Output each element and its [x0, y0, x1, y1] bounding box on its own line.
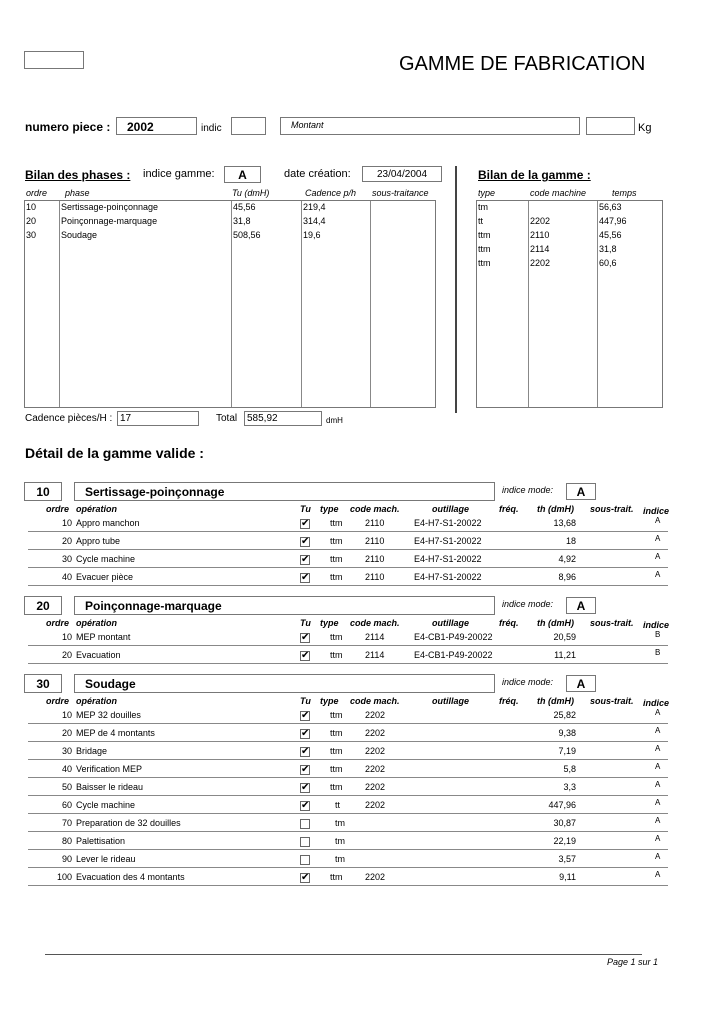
- col-header-cadence: Cadence p/h: [305, 188, 357, 198]
- page-number: Page 1 sur 1: [607, 957, 659, 967]
- checkbox-checked[interactable]: ✔: [301, 650, 310, 661]
- op-name: Evacuer pièce: [76, 572, 134, 582]
- op-col-header: ordre: [46, 618, 70, 628]
- op-code-machine: 2114: [365, 650, 385, 660]
- op-code-machine: 2202: [365, 800, 386, 810]
- cadence-label: Cadence pièces/H :: [25, 413, 113, 424]
- phase-number-field[interactable]: 20: [24, 596, 62, 615]
- op-outillage: E4-H7-S1-20022: [414, 518, 482, 528]
- checkbox-checked[interactable]: ✔: [301, 872, 310, 883]
- col-divider: [59, 201, 60, 407]
- op-th: 7,19: [558, 746, 576, 756]
- op-indice: A: [655, 516, 661, 525]
- row-phase: Poinçonnage-marquage: [61, 216, 158, 226]
- row-code: 2202: [530, 216, 551, 226]
- row-ordre: 30: [26, 230, 37, 240]
- op-indice: B: [655, 630, 661, 639]
- col-header-ordre: ordre: [26, 188, 48, 198]
- op-ordre: 20: [61, 536, 72, 546]
- row-separator: [28, 549, 668, 550]
- piece-label: numero piece :: [25, 120, 111, 134]
- checkbox-checked[interactable]: ✔: [301, 518, 310, 529]
- op-indice: A: [655, 762, 661, 771]
- col-divider: [301, 201, 302, 407]
- op-code-machine: 2114: [365, 632, 385, 642]
- op-col-header: code mach.: [350, 696, 400, 706]
- row-separator: [28, 585, 668, 586]
- piece-name-field[interactable]: Montant: [280, 117, 580, 135]
- checkbox-checked[interactable]: ✔: [301, 800, 310, 811]
- op-code-machine: 2202: [365, 764, 386, 774]
- page-title: GAMME DE FABRICATION: [399, 53, 646, 75]
- op-name: Baisser le rideau: [76, 782, 144, 792]
- op-th: 9,11: [559, 872, 576, 882]
- gamme-table: [476, 200, 663, 408]
- row-type: ttm: [478, 258, 491, 268]
- row-separator: [28, 831, 668, 832]
- op-outillage: E4-H7-S1-20022: [414, 572, 482, 582]
- op-name: Bridage: [76, 746, 108, 756]
- op-outillage: E4-CB1-P49-20022: [414, 632, 493, 642]
- phase-number-field[interactable]: 10: [24, 482, 62, 501]
- op-type: tm: [335, 836, 345, 846]
- checkbox-checked[interactable]: ✔: [301, 728, 310, 739]
- op-col-header: outillage: [432, 696, 470, 706]
- total-unit: dmH: [326, 416, 343, 425]
- row-ordre: 20: [26, 216, 37, 226]
- op-ordre: 30: [61, 554, 72, 564]
- row-separator: [28, 663, 668, 664]
- op-ordre: 10: [61, 518, 72, 528]
- op-type: tm: [335, 818, 345, 828]
- op-outillage: E4-CB1-P49-20022: [414, 650, 493, 660]
- checkbox-unchecked[interactable]: [300, 819, 310, 829]
- op-name: MEP de 4 montants: [76, 728, 155, 738]
- bilan-phases-title: Bilan des phases :: [25, 168, 131, 182]
- op-col-header: indice: [643, 620, 670, 630]
- row-temps: 45,56: [599, 230, 622, 240]
- phase-name-field[interactable]: Soudage: [74, 674, 495, 693]
- row-code: 2114: [530, 244, 550, 254]
- op-type: ttm: [330, 554, 343, 564]
- op-ordre: 10: [61, 632, 72, 642]
- op-col-header: outillage: [432, 618, 470, 628]
- row-separator: [28, 849, 668, 850]
- op-th: 3,57: [558, 854, 576, 864]
- checkbox-unchecked[interactable]: [300, 837, 310, 847]
- op-th: 22,19: [553, 836, 576, 846]
- op-ordre: 70: [61, 818, 72, 828]
- row-tu: 31,8: [233, 216, 251, 226]
- op-indice: A: [655, 834, 661, 843]
- row-separator: [28, 567, 668, 568]
- indic-field[interactable]: [231, 117, 266, 135]
- bilan-gamme-title: Bilan de la gamme :: [478, 168, 591, 182]
- indice-mode-label: indice mode:: [502, 485, 554, 495]
- row-separator: [28, 723, 668, 724]
- op-indice: A: [655, 780, 661, 789]
- op-type: ttm: [330, 782, 343, 792]
- checkbox-checked[interactable]: ✔: [301, 632, 310, 643]
- op-name: Appro manchon: [76, 518, 140, 528]
- op-col-header: ordre: [46, 696, 70, 706]
- op-th: 4,92: [558, 554, 576, 564]
- row-separator: [28, 645, 668, 646]
- op-col-header: ordre: [46, 504, 70, 514]
- op-col-header: sous-trait.: [590, 504, 634, 514]
- detail-title: Détail de la gamme valide :: [25, 445, 204, 461]
- op-ordre: 40: [61, 764, 72, 774]
- row-code: 2202: [530, 258, 551, 268]
- op-th: 447,96: [548, 800, 576, 810]
- indice-mode-label: indice mode:: [502, 677, 554, 687]
- row-type: tm: [478, 202, 488, 212]
- row-phase: Soudage: [61, 230, 98, 240]
- op-col-header: code mach.: [350, 504, 400, 514]
- date-creation-label: date création:: [284, 168, 351, 180]
- op-indice: A: [655, 708, 661, 717]
- op-code-machine: 2110: [365, 554, 385, 564]
- op-indice: A: [655, 534, 661, 543]
- op-outillage: E4-H7-S1-20022: [414, 536, 482, 546]
- op-name: Evacuation des 4 montants: [76, 872, 185, 882]
- op-th: 3,3: [563, 782, 576, 792]
- op-th: 18: [565, 536, 576, 546]
- op-ordre: 10: [61, 710, 72, 720]
- row-separator: [28, 741, 668, 742]
- op-name: Cycle machine: [76, 800, 136, 810]
- op-indice: A: [655, 870, 661, 879]
- op-type: ttm: [330, 572, 343, 582]
- checkbox-checked[interactable]: ✔: [301, 536, 310, 547]
- phase-name-field[interactable]: Sertissage-poinçonnage: [74, 482, 495, 501]
- row-tu: 45,56: [233, 202, 256, 212]
- op-ordre: 20: [61, 728, 72, 738]
- phase-number-field[interactable]: 30: [24, 674, 62, 693]
- op-code-machine: 2202: [365, 872, 386, 882]
- indice-mode-field[interactable]: A: [566, 675, 596, 692]
- op-col-header: opération: [76, 504, 118, 514]
- indic-label: indic: [201, 123, 222, 134]
- total-label: Total: [216, 413, 238, 424]
- op-col-header: opération: [76, 618, 118, 628]
- op-col-header: indice: [643, 698, 670, 708]
- op-col-header: type: [320, 696, 339, 706]
- op-name: Preparation de 32 douilles: [76, 818, 181, 828]
- op-code-machine: 2202: [365, 782, 386, 792]
- row-tu: 508,56: [233, 230, 261, 240]
- op-col-header: Tu: [300, 504, 311, 514]
- op-th: 30,87: [553, 818, 576, 828]
- checkbox-checked[interactable]: ✔: [301, 554, 310, 565]
- op-col-header: th (dmH): [537, 618, 574, 628]
- op-indice: A: [655, 726, 661, 735]
- row-temps: 56,63: [599, 202, 622, 212]
- row-type: tt: [478, 216, 484, 226]
- op-indice: A: [655, 744, 661, 753]
- row-ordre: 10: [26, 202, 37, 212]
- op-col-header: opération: [76, 696, 118, 706]
- row-separator: [28, 885, 668, 886]
- checkbox-checked[interactable]: ✔: [301, 572, 310, 583]
- section-divider: [455, 166, 457, 413]
- op-type: ttm: [330, 710, 343, 720]
- op-type: ttm: [330, 518, 343, 528]
- logo-box: [24, 51, 84, 69]
- op-type: ttm: [330, 746, 343, 756]
- row-phase: Sertissage-poinçonnage: [61, 202, 159, 212]
- checkbox-unchecked[interactable]: [300, 855, 310, 865]
- op-th: 5,8: [563, 764, 576, 774]
- op-col-header: type: [320, 618, 339, 628]
- checkbox-checked[interactable]: ✔: [301, 782, 310, 793]
- op-name: Cycle machine: [76, 554, 136, 564]
- piece-number-field[interactable]: 2002: [116, 117, 197, 135]
- op-type: ttm: [330, 632, 343, 642]
- op-type: ttm: [330, 872, 343, 882]
- op-col-header: fréq.: [499, 618, 519, 628]
- op-ordre: 90: [61, 854, 72, 864]
- op-th: 9,38: [558, 728, 576, 738]
- col-header-tu: Tu (dmH): [232, 188, 270, 198]
- date-creation-field[interactable]: 23/04/2004: [362, 166, 442, 182]
- op-col-header: indice: [643, 506, 670, 516]
- col-divider: [231, 201, 232, 407]
- weight-field[interactable]: [586, 117, 635, 135]
- col-header-type: type: [478, 188, 496, 198]
- row-separator: [28, 867, 668, 868]
- op-ordre: 100: [56, 872, 72, 882]
- indice-gamme-field[interactable]: A: [224, 166, 261, 183]
- op-code-machine: 2202: [365, 728, 386, 738]
- op-indice: A: [655, 798, 661, 807]
- op-name: Verification MEP: [76, 764, 143, 774]
- op-name: Evacuation: [76, 650, 121, 660]
- col-header-code-machine: code machine: [530, 188, 587, 198]
- op-col-header: th (dmH): [537, 504, 574, 514]
- op-ordre: 30: [61, 746, 72, 756]
- op-type: ttm: [330, 650, 343, 660]
- indice-mode-field[interactable]: A: [566, 483, 596, 500]
- op-th: 25,82: [553, 710, 576, 720]
- op-th: 8,96: [558, 572, 576, 582]
- op-type: tm: [335, 854, 345, 864]
- op-col-header: type: [320, 504, 339, 514]
- op-col-header: sous-trait.: [590, 696, 634, 706]
- op-th: 20,59: [553, 632, 576, 642]
- checkbox-checked[interactable]: ✔: [301, 764, 310, 775]
- op-indice: A: [655, 852, 661, 861]
- row-type: ttm: [478, 230, 491, 240]
- row-separator: [28, 777, 668, 778]
- indice-gamme-label: indice gamme:: [143, 168, 215, 180]
- indice-mode-label: indice mode:: [502, 599, 554, 609]
- op-name: Lever le rideau: [76, 854, 136, 864]
- op-name: Palettisation: [76, 836, 126, 846]
- op-type: ttm: [330, 536, 343, 546]
- col-header-phase: phase: [65, 188, 90, 198]
- row-cadence: 314,4: [303, 216, 326, 226]
- op-th: 13,68: [553, 518, 576, 528]
- op-type: tt: [335, 800, 341, 810]
- op-th: 11,21: [554, 650, 576, 660]
- row-separator: [28, 813, 668, 814]
- row-separator: [28, 795, 668, 796]
- op-code-machine: 2110: [365, 572, 385, 582]
- col-divider: [528, 201, 529, 407]
- op-name: MEP 32 douilles: [76, 710, 141, 720]
- op-col-header: Tu: [300, 618, 311, 628]
- op-col-header: code mach.: [350, 618, 400, 628]
- col-divider: [370, 201, 371, 407]
- op-indice: B: [655, 648, 661, 657]
- op-outillage: E4-H7-S1-20022: [414, 554, 482, 564]
- op-ordre: 60: [61, 800, 72, 810]
- col-header-sous-traitance: sous-traitance: [372, 188, 429, 198]
- op-name: Appro tube: [76, 536, 121, 546]
- op-type: ttm: [330, 728, 343, 738]
- op-ordre: 50: [61, 782, 72, 792]
- row-temps: 60,6: [599, 258, 617, 268]
- col-divider: [597, 201, 598, 407]
- cadence-field[interactable]: 17: [117, 411, 199, 426]
- op-indice: A: [655, 552, 661, 561]
- op-type: ttm: [330, 764, 343, 774]
- op-code-machine: 2202: [365, 710, 386, 720]
- op-indice: A: [655, 816, 661, 825]
- op-col-header: fréq.: [499, 504, 519, 514]
- col-header-temps: temps: [612, 188, 637, 198]
- row-cadence: 219,4: [303, 202, 326, 212]
- op-ordre: 40: [61, 572, 72, 582]
- op-col-header: fréq.: [499, 696, 519, 706]
- row-separator: [28, 759, 668, 760]
- op-indice: A: [655, 570, 661, 579]
- row-type: ttm: [478, 244, 491, 254]
- footer-rule: [45, 954, 642, 955]
- row-temps: 31,8: [599, 244, 617, 254]
- op-col-header: outillage: [432, 504, 470, 514]
- op-code-machine: 2110: [365, 536, 385, 546]
- row-temps: 447,96: [599, 216, 627, 226]
- op-col-header: sous-trait.: [590, 618, 634, 628]
- total-field[interactable]: 585,92: [244, 411, 322, 426]
- op-col-header: th (dmH): [537, 696, 574, 706]
- op-code-machine: 2110: [365, 518, 385, 528]
- op-ordre: 20: [61, 650, 72, 660]
- op-col-header: Tu: [300, 696, 311, 706]
- row-cadence: 19,6: [303, 230, 321, 240]
- phase-name-field[interactable]: Poinçonnage-marquage: [74, 596, 495, 615]
- checkbox-checked[interactable]: ✔: [301, 710, 310, 721]
- checkbox-checked[interactable]: ✔: [301, 746, 310, 757]
- weight-unit: Kg: [638, 122, 652, 134]
- indice-mode-field[interactable]: A: [566, 597, 596, 614]
- op-name: MEP montant: [76, 632, 131, 642]
- op-ordre: 80: [61, 836, 72, 846]
- row-code: 2110: [530, 230, 550, 240]
- row-separator: [28, 531, 668, 532]
- op-code-machine: 2202: [365, 746, 386, 756]
